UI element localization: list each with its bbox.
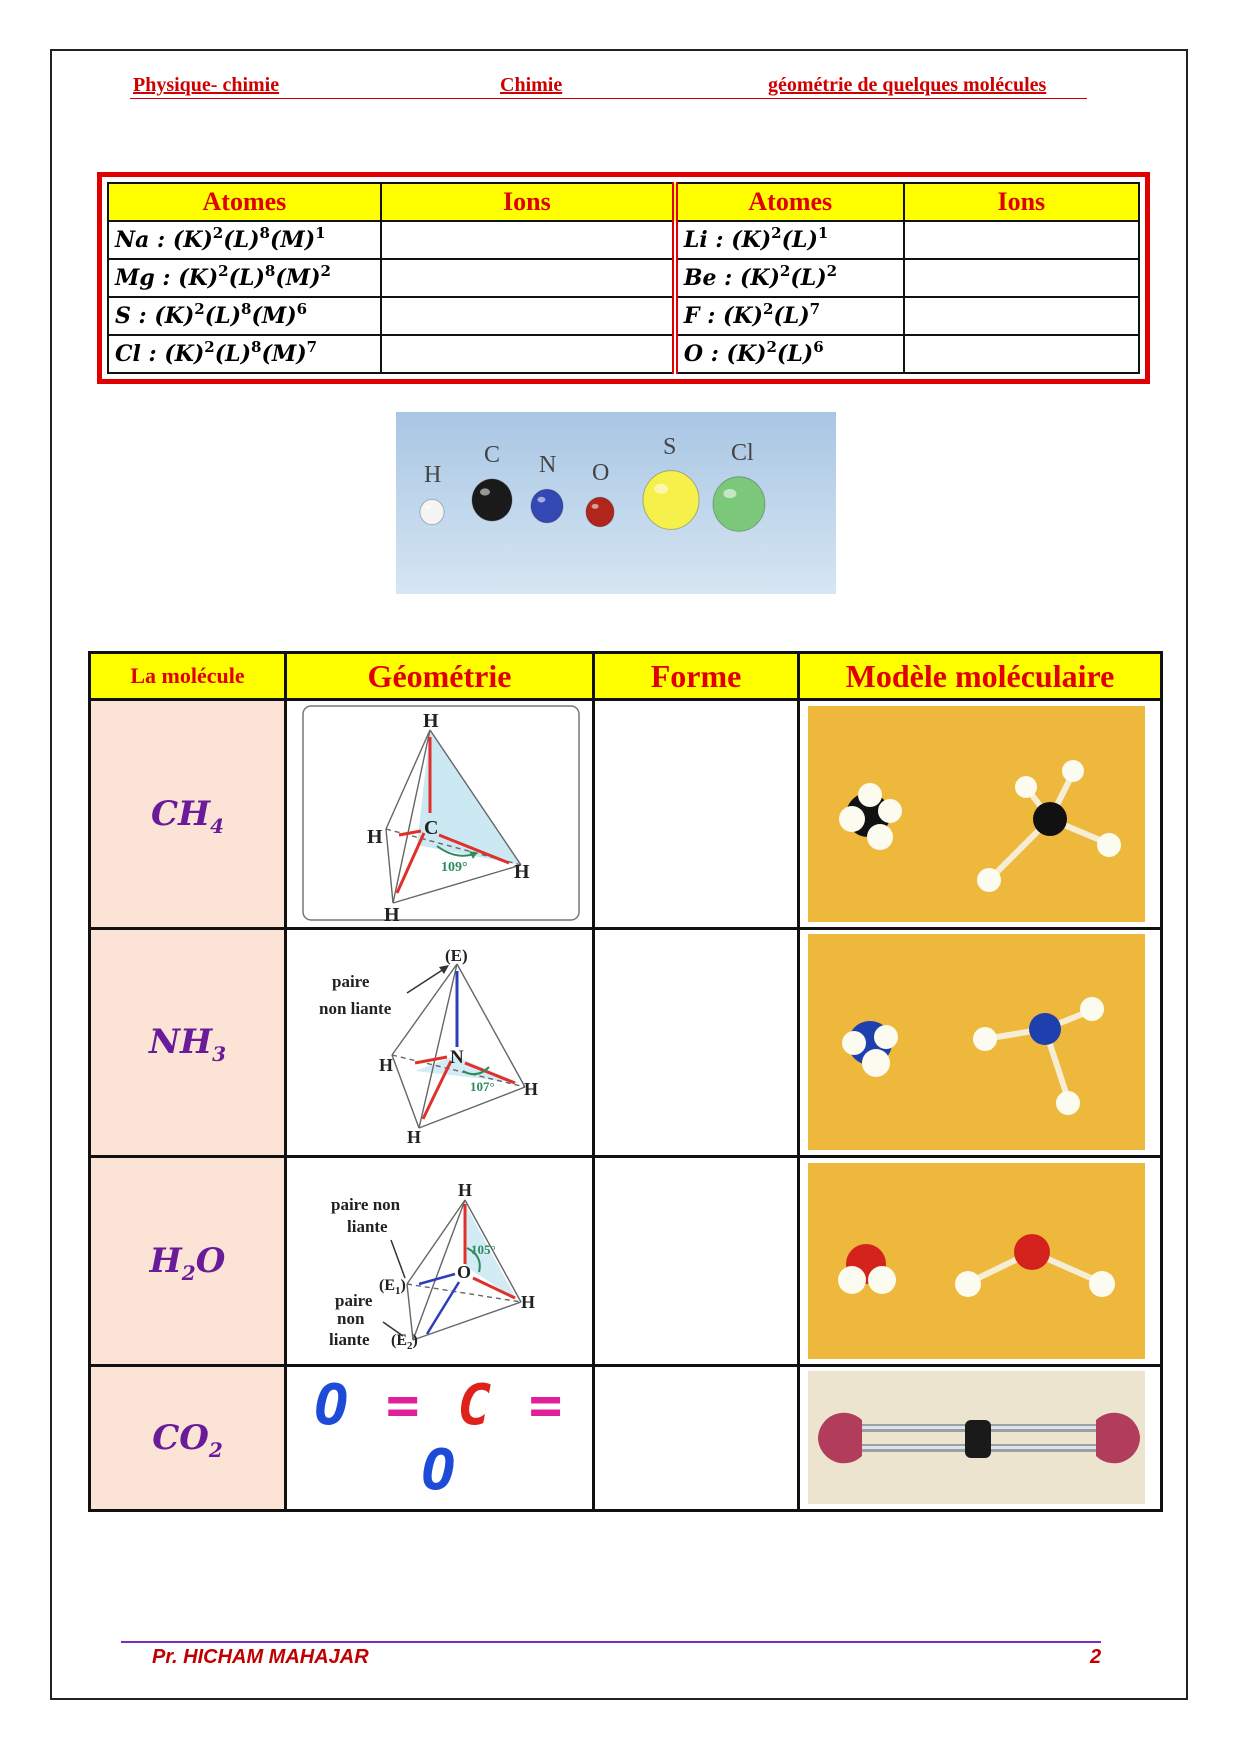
atom-models-photo xyxy=(396,412,836,594)
atom-ball-n xyxy=(531,489,563,523)
electron-count: 1 xyxy=(817,224,829,242)
ions-table-row xyxy=(108,335,1139,373)
nh3-h-right: H xyxy=(524,1079,539,1100)
footer-author: Pr. HICHAM MAHAJAR xyxy=(152,1646,369,1668)
electron-count: 2 xyxy=(826,262,838,280)
molecule-row-nh3 xyxy=(90,928,1162,1157)
atom-symbol: Na xyxy=(115,227,150,253)
header-atomes-right: Atomes xyxy=(675,183,904,221)
h2o-note4: non xyxy=(337,1308,365,1328)
atom-label-o: O xyxy=(592,460,610,486)
electron-count: 6 xyxy=(813,338,824,356)
shell-label: (L) xyxy=(781,227,818,253)
ch4-tetrahedron-diagram xyxy=(287,703,589,925)
atom-config-right-3: O : $(K)^2(L)^6$ xyxy=(675,335,904,373)
forme-co2[interactable] xyxy=(594,1365,799,1510)
header-molecule: La molécule xyxy=(90,653,286,700)
ions-table-row xyxy=(108,297,1139,335)
electron-count: 2 xyxy=(212,224,224,242)
electron-count: 8 xyxy=(251,338,262,356)
atom-label-h: H xyxy=(424,462,442,488)
model-nh3-cell xyxy=(799,928,1162,1157)
electron-count: 2 xyxy=(766,338,777,356)
footer-page-number: 2 xyxy=(1090,1646,1102,1668)
geometry-h2o xyxy=(286,1157,594,1366)
electron-count: 8 xyxy=(259,224,270,242)
shell-label: (K) xyxy=(739,265,780,291)
co2-model-photo xyxy=(800,1368,1157,1507)
electron-count: 8 xyxy=(241,300,252,318)
forme-nh3[interactable] xyxy=(594,928,799,1157)
model-h2o-cell xyxy=(799,1157,1162,1366)
header-rule xyxy=(130,98,1087,99)
photo-background xyxy=(396,412,836,594)
shell-label: (M) xyxy=(275,265,321,291)
atom-config-left-1: Mg : $(K)^2(L)^8(M)^2$ xyxy=(108,259,381,297)
atom-symbol: Mg xyxy=(115,265,155,291)
atom-symbol: Be xyxy=(683,265,717,291)
shell-label: (K) xyxy=(164,341,205,367)
electron-count: 2 xyxy=(762,300,774,318)
ion-answer-left-1[interactable] xyxy=(381,259,675,297)
electron-count: 8 xyxy=(264,262,276,280)
header-modele: Modèle moléculaire xyxy=(799,653,1162,700)
electron-count: 2 xyxy=(779,262,791,280)
atom-label-c: C xyxy=(484,442,501,468)
shell-label: (K) xyxy=(172,227,213,253)
ions-table xyxy=(107,182,1140,374)
atom-symbol: S xyxy=(115,303,131,329)
atom-config-right-1: Be : $(K)^2(L)^2$ xyxy=(675,259,904,297)
svg-text:(E2): $(E_2)$ xyxy=(391,1331,418,1352)
shell-label: (M) xyxy=(269,227,316,253)
nh3-h-left: H xyxy=(379,1055,394,1076)
header-forme: Forme xyxy=(594,653,799,700)
electron-count: 2 xyxy=(204,338,215,356)
atom-ball-c xyxy=(472,479,512,521)
nh3-model-photo xyxy=(800,931,1157,1153)
ch4-h-right: H xyxy=(514,860,530,883)
forme-h2o[interactable] xyxy=(594,1157,799,1366)
electron-count: 2 xyxy=(771,224,782,242)
header-ions-right: Ions xyxy=(904,183,1139,221)
shell-label: (K) xyxy=(722,303,763,329)
h2o-note3: paire xyxy=(335,1290,373,1310)
h2o-h-top: H xyxy=(458,1179,473,1200)
geometry-co2 xyxy=(286,1365,594,1510)
ion-answer-left-2[interactable] xyxy=(381,297,675,335)
electron-count: 7 xyxy=(306,338,318,356)
atom-ball-s xyxy=(643,471,699,530)
h2o-h-right: H xyxy=(521,1291,536,1312)
header-geometrie: Géométrie xyxy=(286,653,594,700)
atom-config-right-0: Li : $(K)^2(L)^1$ xyxy=(675,221,904,259)
shell-label: (L) xyxy=(223,227,260,253)
molecule-name-ch4: $CH_4$ xyxy=(90,700,286,929)
molecule-row-h2o xyxy=(90,1157,1162,1366)
model-ch4-cell xyxy=(799,700,1162,929)
electron-count: 2 xyxy=(218,262,229,280)
atom-ball-o xyxy=(586,497,614,526)
co2-formula: O = C = O xyxy=(314,1372,565,1503)
atom-symbol: Cl xyxy=(115,341,141,367)
atom-config-left-0: Na : $(K)^2(L)^8(M)^1$ xyxy=(108,221,381,259)
electron-count: 1 xyxy=(315,224,326,242)
h2o-note2: liante xyxy=(347,1216,388,1236)
atom-symbol: F xyxy=(683,303,700,329)
shell-label: (K) xyxy=(731,227,772,253)
ions-table-row xyxy=(108,221,1139,259)
electron-count: 7 xyxy=(809,300,821,318)
nh3-h-bottom: H xyxy=(407,1127,422,1148)
nh3-tetrahedron-diagram xyxy=(287,931,589,1153)
ch4-model-photo xyxy=(800,703,1157,925)
nh3-note1: paire xyxy=(332,972,370,992)
molecule-table xyxy=(88,651,1163,1512)
model-co2-cell xyxy=(799,1365,1162,1510)
ch4-h-bottom: H xyxy=(384,903,400,925)
atom-label-s: S xyxy=(663,434,677,460)
h2o-o: O xyxy=(457,1261,472,1282)
geometry-nh3 xyxy=(286,928,594,1157)
nh3-n: N xyxy=(450,1047,464,1069)
atom-ball-h xyxy=(420,499,444,524)
shell-label: (K) xyxy=(726,341,767,367)
h2o-tetrahedron-diagram xyxy=(287,1160,589,1362)
h2o-note1: paire non xyxy=(331,1194,401,1214)
ions-table-row xyxy=(108,259,1139,297)
shell-label: (L) xyxy=(776,341,814,367)
atom-config-left-3: Cl : $(K)^2(L)^8(M)^7$ xyxy=(108,335,381,373)
shell-label: (L) xyxy=(228,265,265,291)
shell-label: (K) xyxy=(178,265,219,291)
header-ions-left: Ions xyxy=(381,183,675,221)
atom-label-cl: Cl xyxy=(731,440,754,466)
molecule-row-co2 xyxy=(90,1365,1162,1510)
ions-table-frame xyxy=(97,172,1150,384)
header-atomes-left: Atomes xyxy=(108,183,381,221)
electron-count: 6 xyxy=(296,300,308,318)
atom-ball-cl xyxy=(713,477,765,532)
shell-label: (M) xyxy=(251,303,297,329)
svg-text:(E1): $(E_1)$ xyxy=(379,1276,406,1297)
nh3-e: (E) xyxy=(445,946,468,966)
header-section: Chimie xyxy=(500,74,563,96)
ion-answer-right-0[interactable] xyxy=(904,221,1139,259)
shell-label: (M) xyxy=(261,341,307,367)
shell-label: (K) xyxy=(154,303,195,329)
electron-count: 2 xyxy=(320,262,331,280)
ion-answer-left-3[interactable] xyxy=(381,335,675,373)
header-topic: géométrie de quelques molécules xyxy=(768,74,1047,96)
electron-count: 2 xyxy=(194,300,205,318)
atom-label-n: N xyxy=(539,452,557,478)
shell-label: (L) xyxy=(773,303,810,329)
shell-label: (L) xyxy=(790,265,827,291)
ion-answer-left-0[interactable] xyxy=(381,221,675,259)
molecule-name-h2o: $H_2O$ xyxy=(90,1157,286,1366)
nh3-angle: 107° xyxy=(470,1079,495,1095)
forme-ch4[interactable] xyxy=(594,700,799,929)
h2o-model-photo xyxy=(800,1160,1157,1362)
h2o-e2: (E xyxy=(391,1331,407,1349)
ion-answer-right-3[interactable] xyxy=(904,335,1139,373)
molecule-row-ch4 xyxy=(90,700,1162,929)
header-subject: Physique- chimie xyxy=(133,74,280,96)
nh3-note2: non liante xyxy=(319,999,392,1019)
molecule-name-nh3: $NH_3$ xyxy=(90,928,286,1157)
ion-answer-right-1[interactable] xyxy=(904,259,1139,297)
h2o-angle: 105° xyxy=(471,1241,496,1257)
atom-config-right-2: F : $(K)^2(L)^7$ xyxy=(675,297,904,335)
atom-symbol: O xyxy=(683,341,704,367)
footer-rule xyxy=(121,1641,1101,1643)
atom-config-left-2: S : $(K)^2(L)^8(M)^6$ xyxy=(108,297,381,335)
geometry-ch4 xyxy=(286,700,594,929)
h2o-e1: (E xyxy=(379,1276,395,1294)
molecule-name-co2: $CO_2$ xyxy=(90,1365,286,1510)
ch4-h-top: H xyxy=(423,709,439,732)
ch4-c: C xyxy=(424,816,439,839)
shell-label: (L) xyxy=(214,341,252,367)
ch4-angle: 109° xyxy=(441,859,468,875)
atom-symbol: Li xyxy=(683,227,708,253)
ch4-h-left: H xyxy=(367,825,383,848)
ion-answer-right-2[interactable] xyxy=(904,297,1139,335)
h2o-note5: liante xyxy=(329,1329,370,1349)
shell-label: (L) xyxy=(204,303,242,329)
